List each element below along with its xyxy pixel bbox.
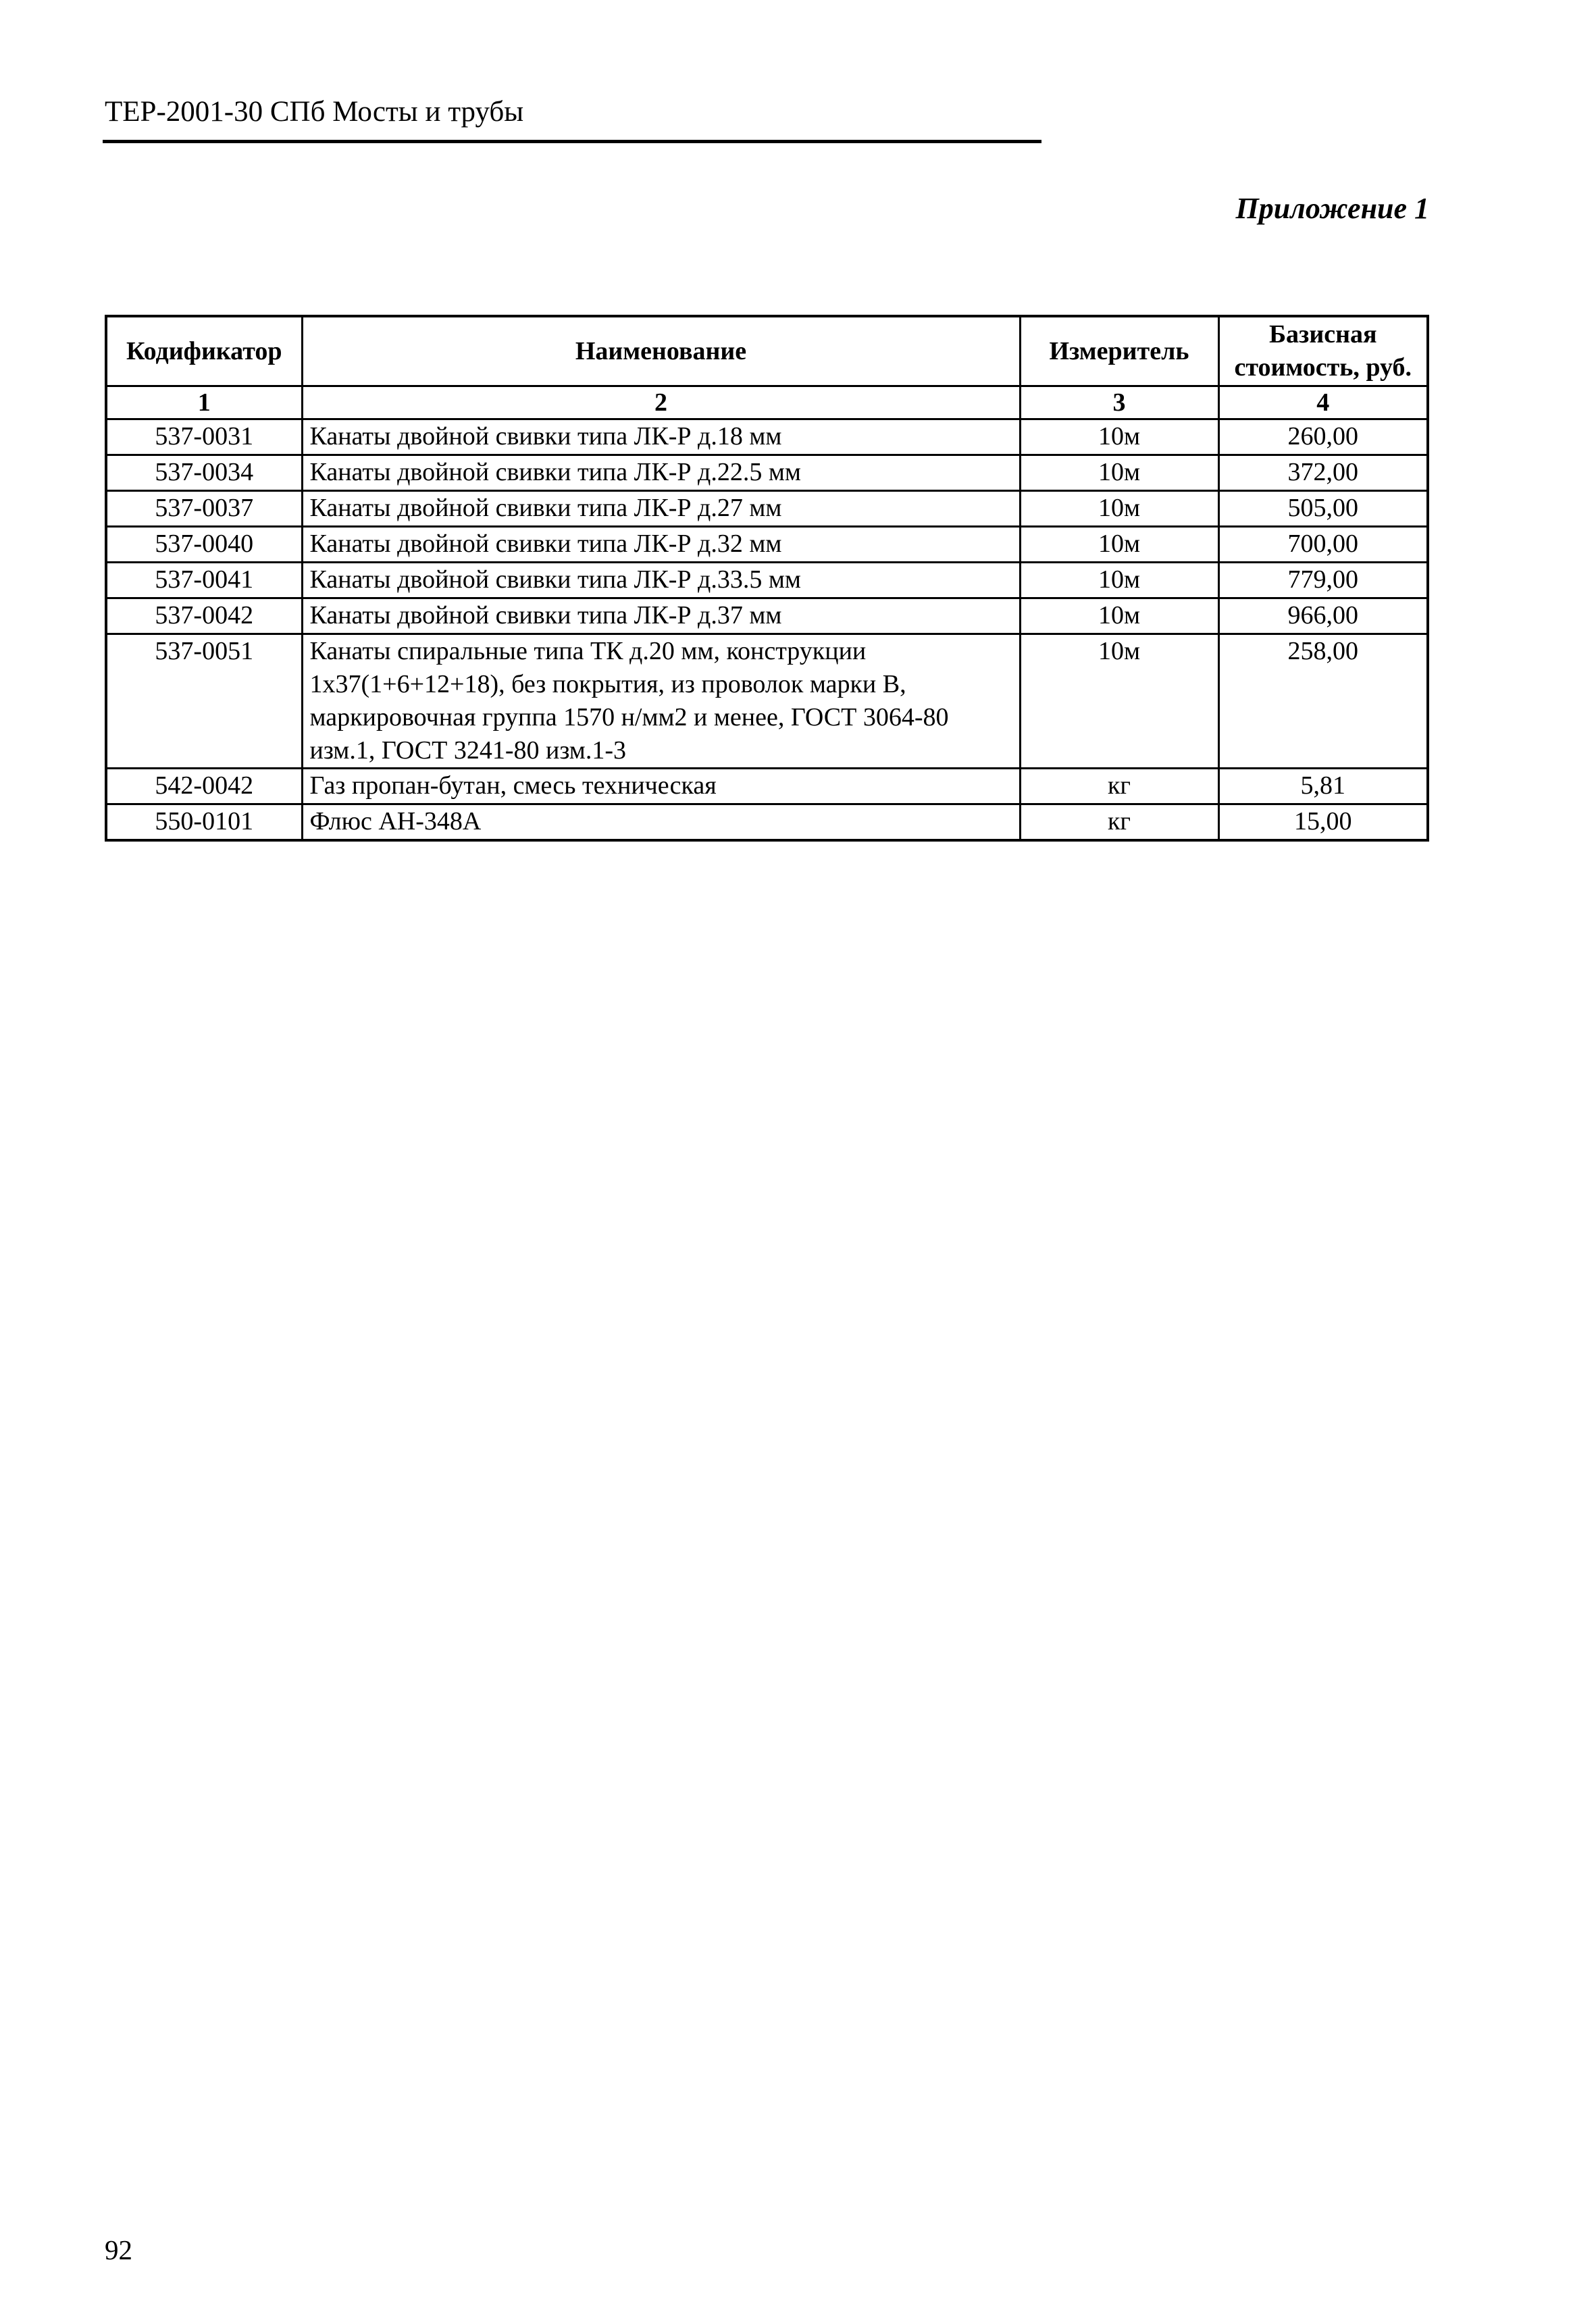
- name-cell: Канаты двойной свивки типа ЛК-Р д.18 мм: [302, 419, 1020, 455]
- unit-cell: 10м: [1020, 455, 1218, 491]
- column-header-code: Кодификатор: [106, 316, 302, 386]
- table-row: [106, 769, 1428, 804]
- code-cell: 537-0031: [106, 419, 302, 455]
- name-cell: Канаты двойной свивки типа ЛК-Р д.22.5 мм: [302, 455, 1020, 491]
- name-cell: Газ пропан-бутан, смесь техническая: [302, 769, 1020, 804]
- name-cell: Канаты двойной свивки типа ЛК-Р д.37 мм: [302, 598, 1020, 634]
- name-cell: Канаты двойной свивки типа ЛК-Р д.33.5 мм: [302, 563, 1020, 598]
- table-row: [106, 634, 1428, 769]
- code-cell: 537-0051: [106, 634, 302, 769]
- table-header-row: [106, 316, 1428, 386]
- column-number: 3: [1020, 386, 1218, 419]
- price-table-container: [105, 315, 1426, 842]
- code-cell: 537-0041: [106, 563, 302, 598]
- price-table: [105, 315, 1429, 842]
- column-number: 4: [1218, 386, 1428, 419]
- unit-cell: кг: [1020, 804, 1218, 841]
- code-cell: 537-0042: [106, 598, 302, 634]
- column-header-price: Базисная стоимость, руб.: [1218, 316, 1428, 386]
- name-cell: Канаты спиральные типа ТК д.20 мм, конструкции 1х37(1+6+12+18), без покрытия, из проволок марки В, маркировочная группа 1570 н/мм2 и менее, ГОСТ 3064-80 изм.1, ГОСТ 3241-80 изм.1-3: [302, 634, 1020, 769]
- price-cell: 966,00: [1218, 598, 1428, 634]
- unit-cell: 10м: [1020, 527, 1218, 563]
- name-cell: Канаты двойной свивки типа ЛК-Р д.32 мм: [302, 527, 1020, 563]
- price-cell: 505,00: [1218, 491, 1428, 527]
- code-cell: 550-0101: [106, 804, 302, 841]
- name-cell: Канаты двойной свивки типа ЛК-Р д.27 мм: [302, 491, 1020, 527]
- table-row: [106, 804, 1428, 841]
- price-cell: 700,00: [1218, 527, 1428, 563]
- unit-cell: 10м: [1020, 598, 1218, 634]
- code-cell: 537-0034: [106, 455, 302, 491]
- price-cell: 779,00: [1218, 563, 1428, 598]
- price-cell: 5,81: [1218, 769, 1428, 804]
- page-number: 92: [105, 2234, 132, 2265]
- unit-cell: 10м: [1020, 491, 1218, 527]
- column-header-name: Наименование: [302, 316, 1020, 386]
- table-row: [106, 419, 1428, 455]
- unit-cell: 10м: [1020, 634, 1218, 769]
- table-row: [106, 455, 1428, 491]
- unit-cell: 10м: [1020, 563, 1218, 598]
- price-cell: 372,00: [1218, 455, 1428, 491]
- price-cell: 258,00: [1218, 634, 1428, 769]
- column-number: 1: [106, 386, 302, 419]
- price-cell: 260,00: [1218, 419, 1428, 455]
- appendix-label: Приложение 1: [1235, 192, 1429, 225]
- column-header-unit: Измеритель: [1020, 316, 1218, 386]
- code-cell: 537-0037: [106, 491, 302, 527]
- running-header: ТЕР-2001-30 СПб Мосты и трубы: [105, 96, 524, 128]
- name-cell: Флюс АН-348А: [302, 804, 1020, 841]
- price-cell: 15,00: [1218, 804, 1428, 841]
- table-row: [106, 563, 1428, 598]
- table-row: [106, 598, 1428, 634]
- table-row: [106, 527, 1428, 563]
- table-row: [106, 491, 1428, 527]
- unit-cell: 10м: [1020, 419, 1218, 455]
- header-rule: [103, 140, 1041, 143]
- column-number: 2: [302, 386, 1020, 419]
- code-cell: 537-0040: [106, 527, 302, 563]
- unit-cell: кг: [1020, 769, 1218, 804]
- code-cell: 542-0042: [106, 769, 302, 804]
- column-number-row: [106, 386, 1428, 419]
